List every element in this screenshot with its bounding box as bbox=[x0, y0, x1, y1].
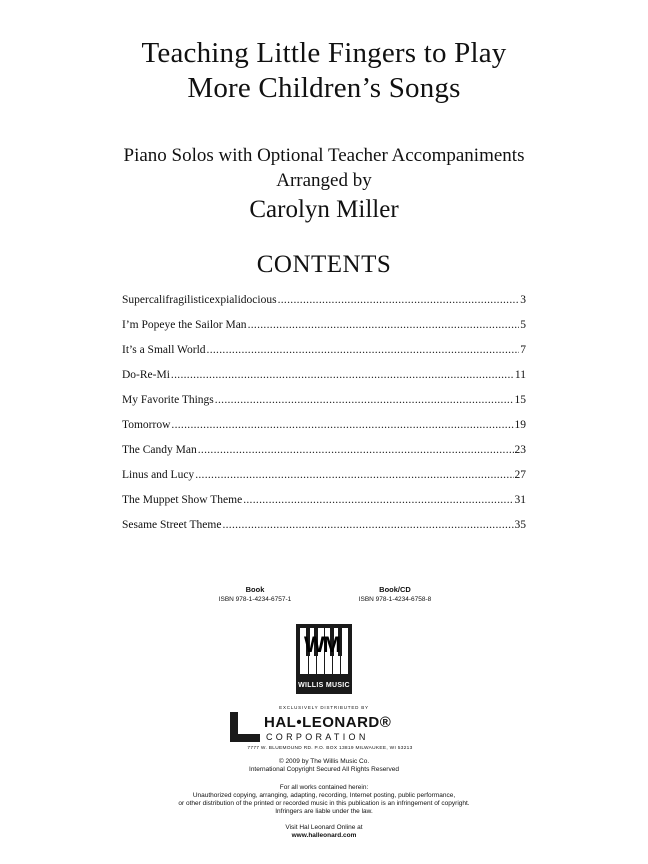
toc-row bbox=[122, 369, 526, 394]
toc-leader bbox=[243, 494, 513, 506]
isbn-book-number: ISBN 978-1-4234-6757-1 bbox=[218, 596, 292, 603]
book-title bbox=[0, 36, 648, 106]
toc-row bbox=[122, 469, 526, 494]
toc-page: 27 bbox=[514, 469, 526, 481]
toc-row bbox=[122, 394, 526, 419]
isbn-bookcd-number: ISBN 978-1-4234-6758-8 bbox=[358, 596, 432, 603]
toc-leader bbox=[207, 344, 520, 356]
toc-leader bbox=[222, 519, 513, 531]
hal-leonard-address: 7777 W. BLUEMOUND RD. P.O. BOX 13819 MILWAUKEE, WI 53213 bbox=[247, 746, 413, 751]
willis-monogram: WM bbox=[304, 632, 340, 657]
toc-leader bbox=[278, 294, 520, 306]
hal-leonard-corporation: CORPORATION bbox=[266, 732, 369, 742]
toc-title: The Muppet Show Theme bbox=[122, 494, 243, 506]
toc-title: The Candy Man bbox=[122, 444, 197, 456]
subtitle: Piano Solos with Optional Teacher Accompaniments bbox=[123, 145, 525, 166]
toc-row bbox=[122, 294, 526, 319]
toc-leader bbox=[215, 394, 514, 406]
copyright-line-2: International Copyright Secured All Rights Reserved bbox=[249, 766, 399, 773]
author-name: Carolyn Miller bbox=[249, 196, 399, 223]
toc-leader bbox=[248, 319, 520, 331]
legal-notice bbox=[0, 784, 648, 816]
toc-leader bbox=[198, 444, 514, 456]
visit-line: Visit Hal Leonard Online at bbox=[285, 824, 363, 831]
toc-title: Supercalifragilisticexpialidocious bbox=[122, 294, 277, 306]
hal-leonard-logo bbox=[230, 712, 430, 754]
toc-title: My Favorite Things bbox=[122, 394, 214, 406]
toc-title: It’s a Small World bbox=[122, 344, 206, 356]
visit-online bbox=[0, 824, 648, 840]
toc-leader bbox=[171, 419, 513, 431]
toc-page: 35 bbox=[514, 519, 526, 531]
copyright-line-1: © 2009 by The Willis Music Co. bbox=[278, 758, 370, 765]
toc-leader bbox=[195, 469, 513, 481]
distributed-by: EXCLUSIVELY DISTRIBUTED BY bbox=[279, 705, 369, 710]
toc-page: 23 bbox=[514, 444, 526, 456]
isbn-book bbox=[190, 585, 320, 603]
toc-page: 5 bbox=[520, 319, 526, 331]
legal-line-1: For all works contained herein: bbox=[279, 784, 369, 791]
toc-row bbox=[122, 519, 526, 544]
subtitle-block bbox=[0, 143, 648, 226]
hal-leonard-mark-icon bbox=[230, 712, 260, 742]
isbn-bookcd bbox=[330, 585, 460, 603]
toc-page: 7 bbox=[520, 344, 526, 356]
toc-page: 3 bbox=[520, 294, 526, 306]
table-of-contents bbox=[122, 294, 526, 544]
toc-page: 31 bbox=[514, 494, 526, 506]
hal-leonard-name: HAL•LEONARD® bbox=[264, 714, 392, 731]
toc-row bbox=[122, 419, 526, 444]
legal-line-4: Infringers are liable under the law. bbox=[275, 808, 373, 815]
toc-row bbox=[122, 494, 526, 519]
toc-leader bbox=[171, 369, 514, 381]
contents-heading: CONTENTS bbox=[256, 251, 392, 278]
arranged-by: Arranged by bbox=[276, 170, 372, 191]
website-url: www.halleonard.com bbox=[291, 832, 357, 839]
legal-line-2: Unauthorized copying, arranging, adapting, recording, Internet posting, public performance, bbox=[192, 792, 456, 799]
toc-page: 11 bbox=[514, 369, 526, 381]
legal-line-3: or other distribution of the printed or recorded music in this publication is an infringement of copyright. bbox=[178, 800, 470, 807]
toc-title: Tomorrow bbox=[122, 419, 171, 431]
toc-title: Do-Re-Mi bbox=[122, 369, 170, 381]
toc-page: 19 bbox=[514, 419, 526, 431]
toc-row bbox=[122, 444, 526, 469]
toc-page: 15 bbox=[514, 394, 526, 406]
toc-row bbox=[122, 319, 526, 344]
copyright-notice bbox=[0, 758, 648, 774]
title-line-1: Teaching Little Fingers to Play bbox=[141, 37, 507, 69]
willis-music-logo bbox=[296, 624, 352, 694]
toc-title: I’m Popeye the Sailor Man bbox=[122, 319, 247, 331]
isbn-bookcd-label: Book/CD bbox=[379, 585, 411, 594]
title-line-2: More Children’s Songs bbox=[187, 72, 461, 104]
toc-title: Linus and Lucy bbox=[122, 469, 195, 481]
toc-title: Sesame Street Theme bbox=[122, 519, 222, 531]
isbn-book-label: Book bbox=[245, 585, 265, 594]
willis-logo-text: WILLIS MUSIC bbox=[298, 682, 350, 689]
toc-row bbox=[122, 344, 526, 369]
